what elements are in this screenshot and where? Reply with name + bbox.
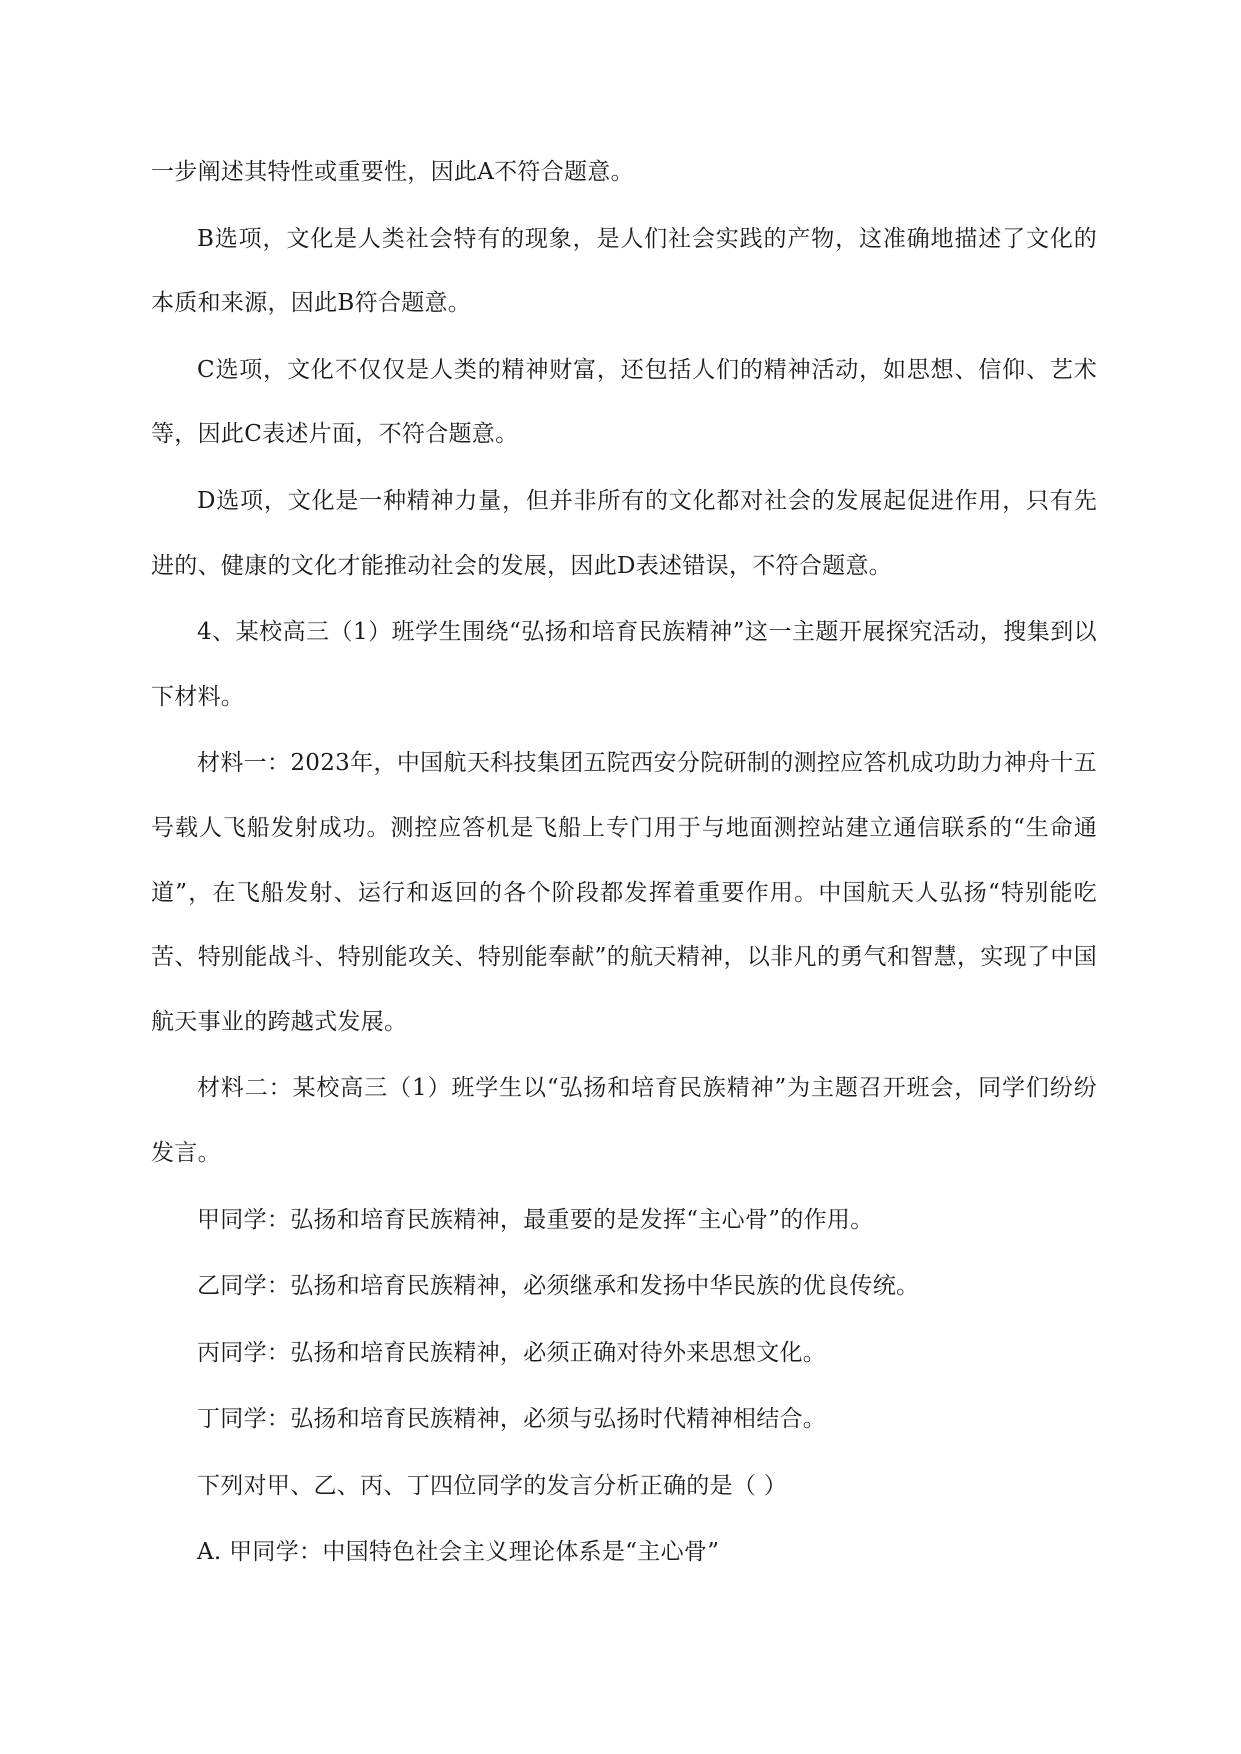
student-bing-statement: 丙同学：弘扬和培育民族精神，必须正确对待外来思想文化。 <box>197 1339 827 1366</box>
document-body <box>151 140 1097 1587</box>
paragraph-continuation-a: 一步阐述其特性或重要性，因此A不符合题意。 <box>151 159 634 185</box>
material-two: 材料二：某校高三（1）班学生以“弘扬和培育民族精神”为主题召开班会，同学们纷纷发言。 <box>151 1075 1097 1166</box>
student-yi-statement: 乙同学：弘扬和培育民族精神，必须继承和发扬中华民族的优良传统。 <box>197 1273 920 1300</box>
student-ding-statement: 丁同学：弘扬和培育民族精神，必须与弘扬时代精神相结合。 <box>197 1406 827 1433</box>
paragraph-option-b: B选项，文化是人类社会特有的现象，是人们社会实践的产物，这准确地描述了文化的本质和来源，因此B符合题意。 <box>151 225 1097 317</box>
material-one: 材料一：2023年，中国航天科技集团五院西安分院研制的测控应答机成功助力神舟十五号载人飞船发射成功。测控应答机是飞船上专门用于与地面测控站建立通信联系的“生命通道”，在飞船发射、运行和返回的各个阶段都发挥着重要作用。中国航天人弘扬“特别能吃苦、特别能战斗、特别能攻关、特别能奉献”的航天精神，以非凡的勇气和智慧，实现了中国航天事业的跨越式发展。 <box>151 750 1097 1035</box>
paragraph-option-d: D选项，文化是一种精神力量，但并非所有的文化都对社会的发展起促进作用，只有先进的、健康的文化才能推动社会的发展，因此D表述错误，不符合题意。 <box>151 487 1097 579</box>
paragraph-option-c: C选项，文化不仅仅是人类的精神财富，还包括人们的精神活动，如思想、信仰、艺术等，因此C表述片面，不符合题意。 <box>151 356 1097 448</box>
question-4-stem: 4、某校高三（1）班学生围绕“弘扬和培育民族精神”这一主题开展探究活动，搜集到以下材料。 <box>151 619 1097 710</box>
student-jia-statement: 甲同学：弘扬和培育民族精神，最重要的是发挥“主心骨”的作用。 <box>197 1206 874 1233</box>
answer-option-a: A. 甲同学：中国特色社会主义理论体系是“主心骨” <box>197 1539 720 1566</box>
question-prompt: 下列对甲、乙、丙、丁四位同学的发言分析正确的是（ ） <box>197 1472 788 1499</box>
